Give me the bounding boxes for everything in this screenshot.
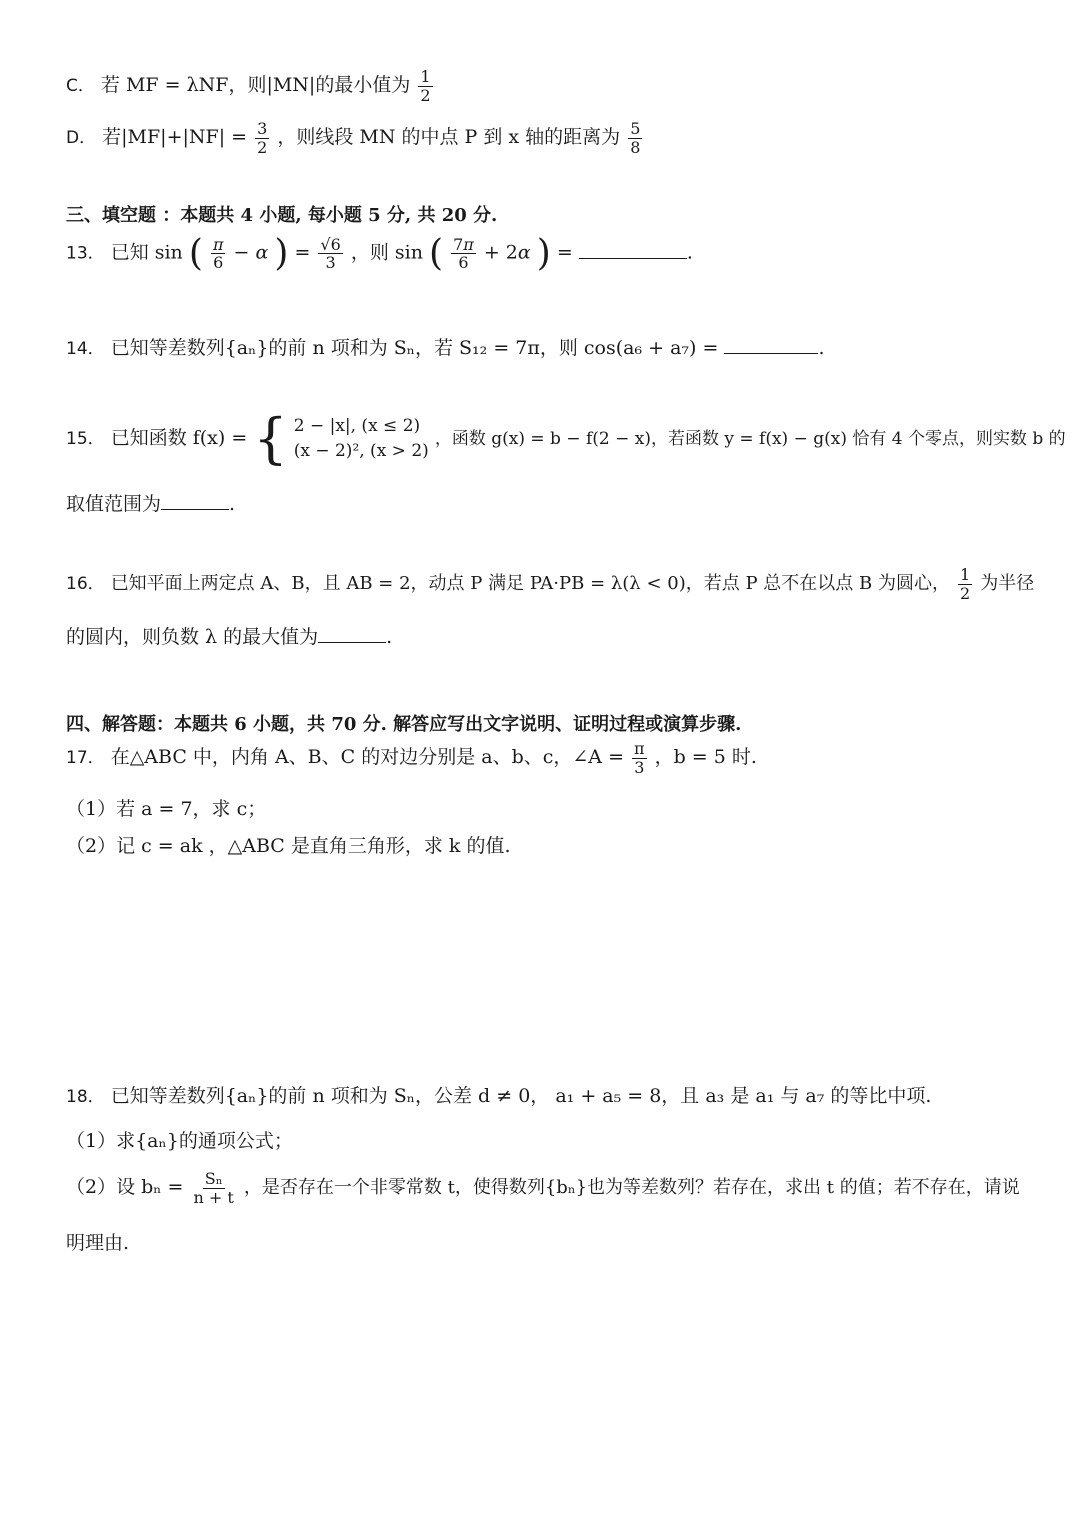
piecewise-cases (294, 414, 429, 463)
question-18-text: 已知等差数列{aₙ}的前 n 项和为 Sₙ，公差 d ≠ 0， a₁ + a₅ = 8，且 a₃ 是 a₁ 与 a₇ 的等比中项. (110, 1085, 932, 1107)
question-14-text: 已知等差数列{aₙ}的前 n 项和为 Sₙ，若 S₁₂ = 7π，则 cos(a₆ + a₇) = (110, 337, 719, 359)
option-c-label: C． (66, 76, 95, 97)
paren: ( (429, 233, 444, 274)
question-14-number: 14． (66, 339, 105, 359)
fraction-denominator: 2 (257, 137, 268, 157)
fraction-numerator: 5 (630, 119, 641, 138)
question-18-number: 18． (66, 1087, 105, 1107)
paren: ) (274, 233, 289, 274)
question-15 (66, 407, 1066, 470)
question-16-text-b: 为半径 (980, 573, 1035, 595)
question-18 (66, 1085, 931, 1108)
fraction-denominator: 8 (630, 137, 641, 157)
question-17-text-b: ，b = 5 时. (654, 746, 757, 769)
question-15-text-a: 已知函数 f(x) = (110, 427, 248, 449)
question-13-equals: = (556, 241, 573, 264)
question-13-text-b: ，则 sin (350, 241, 423, 264)
option-d (66, 120, 644, 156)
section-3-heading: 三、填空题 ：本题共 4 小题, 每小题 5 分, 共 20 分. (66, 205, 498, 226)
question-18-part-1: （1）求{aₙ}的通项公式； (66, 1130, 293, 1152)
fraction: $\frac{1}{2}$ (960, 565, 971, 603)
fraction: $\frac{\pi}{3}$ (634, 739, 645, 777)
question-13-number: 13． (66, 243, 105, 264)
piecewise-case-1: 2 − |x|, (x ≤ 2) (293, 416, 421, 437)
fraction-numerator: 3 (257, 119, 268, 138)
question-17 (66, 740, 757, 776)
fraction: $\frac{\text{Sₙ}}{n + t}$ (193, 1169, 234, 1207)
piecewise-case-2: (x − 2)², (x > 2) (293, 441, 429, 461)
answer-blank[interactable] (318, 628, 386, 643)
paren: ) (536, 233, 551, 274)
left-brace: { (253, 407, 288, 470)
question-13-text-a: 已知 sin (110, 241, 183, 264)
answer-blank[interactable] (161, 495, 229, 510)
option-d-text-a: 若|MF|+|NF| = (102, 126, 248, 149)
question-16-line-2: 的圆内，则负数 λ 的最大值为 . (66, 626, 393, 648)
option-d-label: D． (66, 128, 97, 149)
paren: ( (188, 233, 203, 274)
fraction-numerator: 1 (420, 67, 431, 86)
question-15-line-2: 取值范围为 . (66, 493, 236, 515)
option-d-text-b: ，则线段 MN 的中点 P 到 x 轴的距离为 (277, 126, 621, 149)
fraction-denominator: 2 (420, 85, 431, 105)
question-14: 14． 已知等差数列{aₙ}的前 n 项和为 Sₙ，若 S₁₂ = 7π，则 cos(a₆ + a₇) = . (66, 337, 825, 359)
question-18-part-2: （2）设 bₙ = $\frac{\text{Sₙ}}{n + t}$ ，是否存在一个非零常数 t，使得数列{bₙ}也为等差数列？若存在，求出 t 的值；若不存在，请说 (66, 1169, 1020, 1207)
question-17-part-1: （1）若 a = 7，求 c； (66, 798, 267, 820)
question-16-number: 16． (66, 574, 105, 595)
question-17-number: 17． (66, 748, 105, 769)
question-15-number: 15． (66, 429, 105, 449)
option-c-text: 若 MF = λNF，则|MN|的最小值为 (100, 74, 411, 97)
question-17-text-a: 在△ABC 中，内角 A、B、C 的对边分别是 a、b、c，∠A = (110, 746, 624, 769)
question-15-text-b: ，函数 g(x) = b − f(2 − x)，若函数 y = f(x) − g(x) 恰有 4 个零点，则实数 b 的 (434, 429, 1066, 449)
fraction: $\frac{\pi}{6}$ (212, 234, 224, 273)
question-17-part-2: （2）记 c = ak ，△ABC 是直角三角形，求 k 的值. (66, 835, 511, 857)
question-13: 13． 已知 sin ( $\frac{\pi}{6}$ − α ) = $\frac{√6}{3}$ ，则 sin ( $\frac{7\pi}{6}$ + 2α ) = . (66, 233, 693, 274)
question-16 (66, 566, 1034, 602)
question-18-part-2-line-2: 明理由. (66, 1232, 130, 1254)
answer-blank[interactable] (724, 339, 818, 354)
option-d-fraction-1 (255, 120, 269, 156)
question-16-text-a: 已知平面上两定点 A、B，且 AB = 2，动点 P 满足 PA·PB = λ(λ < 0)，若点 P 总不在以点 B 为圆心， (110, 573, 950, 595)
option-d-fraction-2 (628, 120, 642, 156)
answer-blank[interactable] (579, 244, 687, 259)
section-4-heading: 四、解答题：本题共 6 小题，共 70 分. 解答应写出文字说明、证明过程或演算步骤. (66, 714, 742, 735)
fraction: $\frac{7\pi}{6}$ (453, 234, 474, 273)
option-c (66, 68, 435, 104)
option-c-fraction (418, 68, 432, 104)
fraction: $\frac{√6}{3}$ (320, 234, 341, 273)
